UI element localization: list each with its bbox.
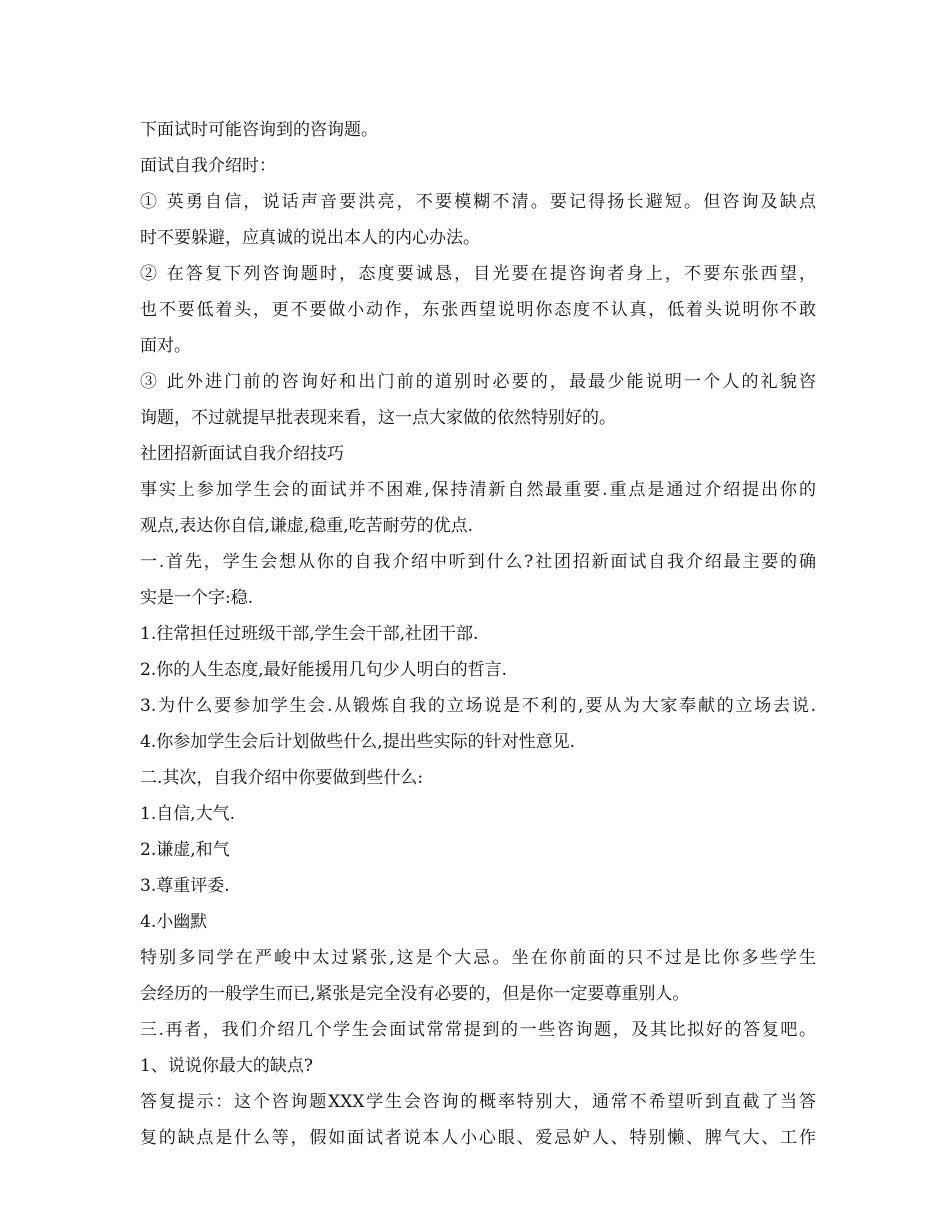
section-heading: 面试自我介绍时： <box>140 156 276 176</box>
text-line: 实是一个字:稳. <box>140 588 254 608</box>
list-item: 4.你参加学生会后计划做些什么,提出些实际的针对性意见. <box>140 732 576 752</box>
list-item: 4.小幽默 <box>140 912 208 932</box>
section-heading: 社团招新面试自我介绍技巧 <box>140 444 344 464</box>
text-line: ② 在答复下列咨询题时，态度要诚恳，目光要在提咨询者身上，不要东张西望， <box>140 264 816 284</box>
text-line: 复的缺点是什么等，假如面试者说本人小心眼、爱忌妒人、特别懒、脾气大、工作 <box>140 1128 816 1148</box>
text-line: 会经历的一般学生而已,紧张是完全没有必要的，但是你一定要尊重别人。 <box>140 984 690 1004</box>
text-line: 特别多同学在严峻中太过紧张,这是个大忌。坐在你前面的只不过是比你多些学生 <box>140 948 816 968</box>
text-line: 事实上参加学生会的面试并不困难,保持清新自然最重要.重点是通过介绍提出你的 <box>140 480 816 500</box>
section-heading: 二.其次，自我介绍中你要做到些什么: <box>140 768 424 788</box>
text-line: 答复提示：这个咨询题XXX学生会咨询的概率特别大，通常不希望听到直截了当答 <box>140 1092 816 1112</box>
section-heading: 三.再者，我们介绍几个学生会面试常常提到的一些咨询题，及其比拟好的答复吧。 <box>140 1020 816 1040</box>
list-item: 1.往常担任过班级干部,学生会干部,社团干部. <box>140 624 479 644</box>
list-item: 2.谦虚,和气 <box>140 840 230 860</box>
text-line: ① 英勇自信，说话声音要洪亮，不要模糊不清。要记得扬长避短。但咨询及缺点 <box>140 192 816 212</box>
text-line: 观点,表达你自信,谦虚,稳重,吃苦耐劳的优点. <box>140 516 474 536</box>
text-line: 面对。 <box>140 336 191 356</box>
text-line: 询题，不过就提早批表现来看，这一点大家做的依然特别好的。 <box>140 408 616 428</box>
text-line: 也不要低着头，更不要做小动作，东张西望说明你态度不认真，低着头说明你不敢 <box>140 300 816 320</box>
question-heading: 1、说说你最大的缺点? <box>140 1056 313 1076</box>
list-item: 3.尊重评委. <box>140 876 230 896</box>
text-line: 下面试时可能咨询到的咨询题。 <box>140 120 378 140</box>
text-line: ③ 此外进门前的咨询好和出门前的道别时必要的，最最少能说明一个人的礼貌咨 <box>140 372 816 392</box>
text-line: 时不要躲避，应真诚的说出本人的内心办法。 <box>140 228 480 248</box>
text-line: 一.首先，学生会想从你的自我介绍中听到什么?社团招新面试自我介绍最主要的确 <box>140 552 816 572</box>
list-item: 2.你的人生态度,最好能援用几句少人明白的哲言. <box>140 660 508 680</box>
document-body <box>140 112 816 1156</box>
list-item: 3.为什么要参加学生会.从锻炼自我的立场说是不利的,要从为大家奉献的立场去说. <box>140 696 816 716</box>
list-item: 1.自信,大气. <box>140 804 236 824</box>
